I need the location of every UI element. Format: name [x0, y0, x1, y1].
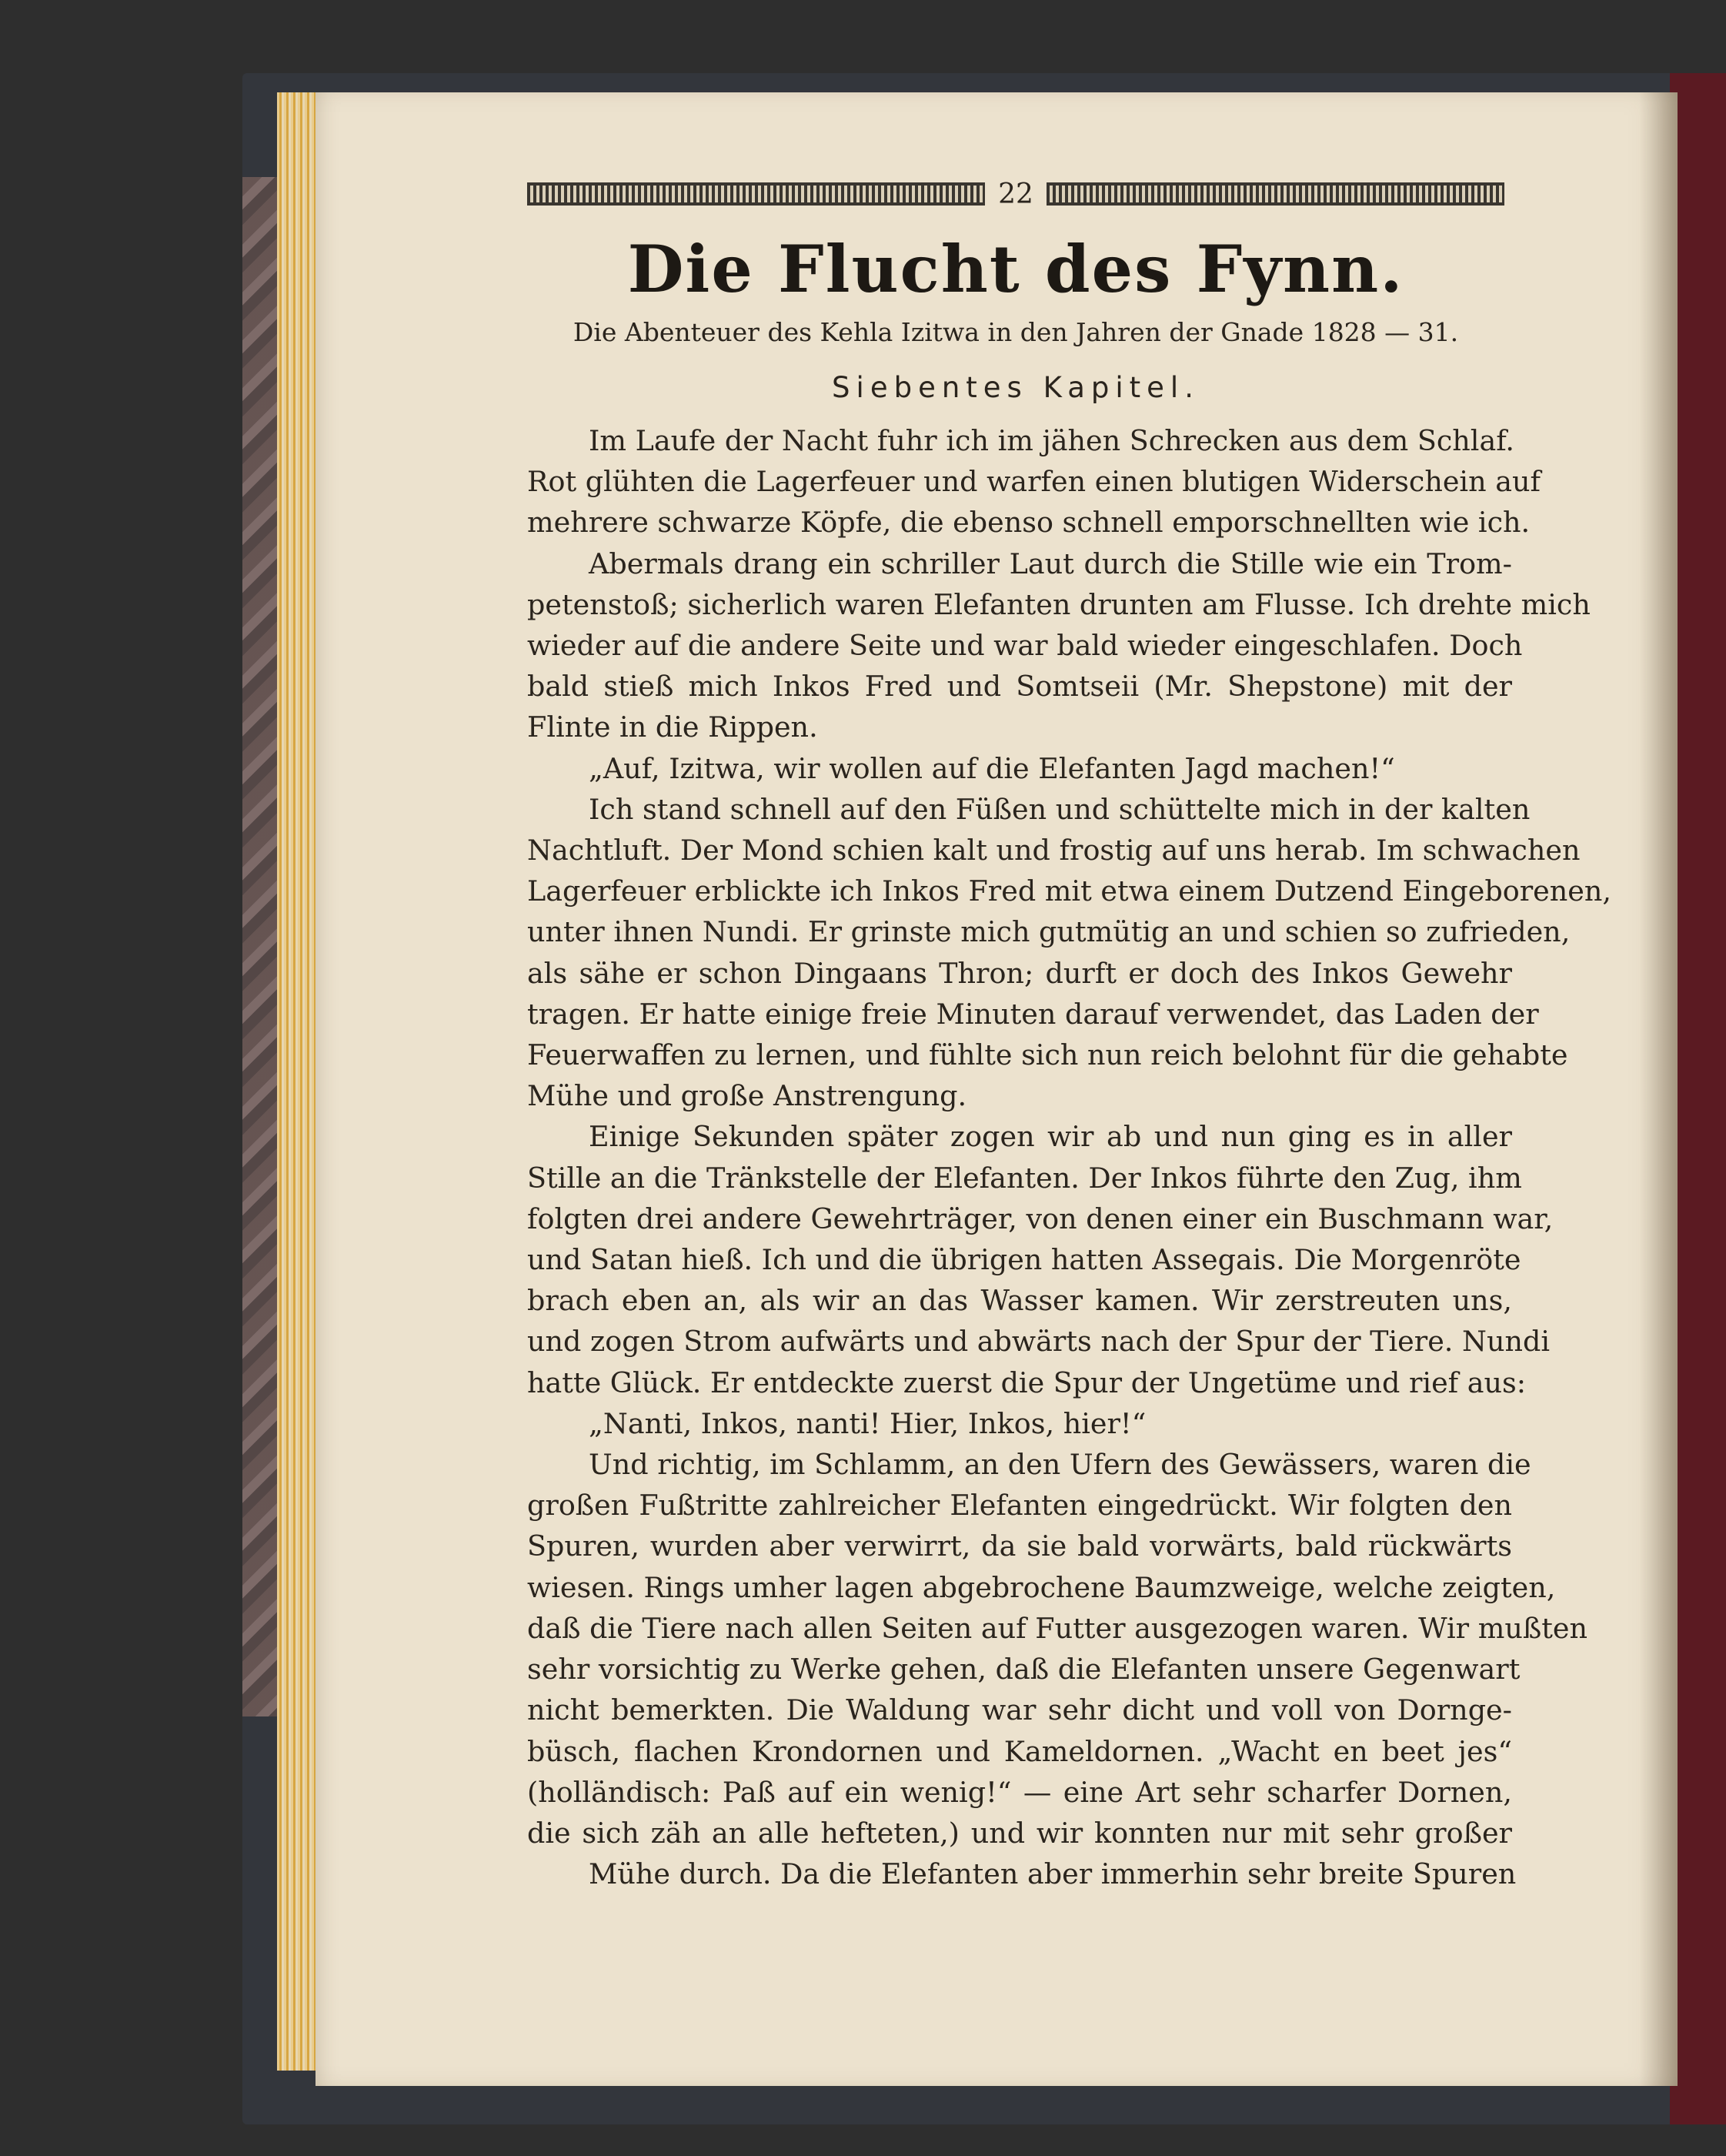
- header-ornament-left: [527, 182, 985, 206]
- text-line: tragen. Er hatte einige freie Minuten darauf verwendet, das Laden der: [527, 997, 1539, 1031]
- text-line: Spuren, wurden aber verwirrt, da sie bald vorwärts, bald rückwärts: [527, 1529, 1512, 1563]
- story-subtitle: Die Abenteuer des Kehla Izitwa in den Jahren der Gnade 1828 — 31.: [573, 317, 1459, 347]
- text-line: folgten drei andere Gewehrträger, von denen einer ein Buschmann war,: [527, 1202, 1554, 1235]
- text-line: (holländisch: Paß auf ein wenig!“ — eine Art sehr scharfer Dornen,: [527, 1775, 1512, 1809]
- text-line: die sich zäh an alle hefteten,) und wir konnten nur mit sehr großer: [527, 1816, 1512, 1850]
- header-ornament-right: [1047, 182, 1504, 206]
- text-line: Mühe durch. Da die Elefanten aber immerhin sehr breite Spuren: [589, 1857, 1517, 1891]
- book-spine-edge: [1670, 73, 1726, 2124]
- text-line: Stille an die Tränkstelle der Elefanten. Der Inkos führte den Zug, ihm: [527, 1161, 1522, 1195]
- text-line: „Nanti, Inkos, nanti! Hier, Inkos, hier!“: [589, 1406, 1147, 1440]
- text-line: Im Laufe der Nacht fuhr ich im jähen Schrecken aus dem Schlaf.: [589, 424, 1515, 457]
- text-line: und Satan hieß. Ich und die übrigen hatten Assegais. Die Morgenröte: [527, 1243, 1521, 1277]
- text-line: brach eben an, als wir an das Wasser kamen. Wir zerstreuten uns,: [527, 1284, 1512, 1318]
- story-title: Die Flucht des Fynn.: [627, 231, 1404, 307]
- text-line: großen Fußtritte zahlreicher Elefanten eingedrückt. Wir folgten den: [527, 1489, 1512, 1523]
- page-number: 22: [998, 178, 1033, 210]
- text-line: daß die Tiere nach allen Seiten auf Futter ausgezogen waren. Wir mußten: [527, 1611, 1587, 1645]
- text-line: wiesen. Rings umher lagen abgebrochene Baumzweige, welche zeigten,: [527, 1570, 1556, 1604]
- text-line: Abermals drang ein schriller Laut durch die Stille wie ein Trom-: [589, 547, 1512, 580]
- text-line: hatte Glück. Er entdeckte zuerst die Spur der Ungetüme und rief aus:: [527, 1365, 1527, 1399]
- text-line: büsch, flachen Krondornen und Kameldornen. „Wacht en beet jes“: [527, 1734, 1512, 1768]
- text-line: Mühe und große Anstrengung.: [527, 1079, 967, 1113]
- text-line: Feuerwaffen zu lernen, und fühlte sich nun reich belohnt für die gehabte: [527, 1038, 1568, 1072]
- text-line: „Auf, Izitwa, wir wollen auf die Elefanten Jagd machen!“: [589, 751, 1395, 785]
- text-line: als sähe er schon Dingaans Thron; durft er doch des Inkos Gewehr: [527, 956, 1512, 990]
- page-gutter-shadow: [1639, 92, 1678, 2086]
- text-line: unter ihnen Nundi. Er grinste mich gutmütig an und schien so zufrieden,: [527, 915, 1571, 949]
- text-line: Einige Sekunden später zogen wir ab und nun ging es in aller: [589, 1120, 1512, 1154]
- text-line: sehr vorsichtig zu Werke gehen, daß die Elefanten unsere Gegenwart: [527, 1653, 1521, 1686]
- text-line: nicht bemerkten. Die Waldung war sehr dicht und voll von Dornge-: [527, 1693, 1512, 1727]
- text-line: Lagerfeuer erblickte ich Inkos Fred mit etwa einem Dutzend Eingeborenen,: [527, 874, 1611, 908]
- chapter-heading: Siebentes Kapitel.: [832, 371, 1200, 404]
- page-header: [527, 175, 1504, 212]
- text-line: Ich stand schnell auf den Füßen und schüttelte mich in der kalten: [589, 792, 1531, 826]
- text-line: petenstoß; sicherlich waren Elefanten drunten am Flusse. Ich drehte mich: [527, 587, 1591, 621]
- text-line: Und richtig, im Schlamm, an den Ufern des Gewässers, waren die: [589, 1448, 1531, 1482]
- text-line: wieder auf die andere Seite und war bald wieder eingeschlafen. Doch: [527, 629, 1523, 663]
- text-line: Rot glühten die Lagerfeuer und warfen einen blutigen Widerschein auf: [527, 465, 1541, 499]
- text-line: mehrere schwarze Köpfe, die ebenso schnell emporschnellten wie ich.: [527, 506, 1531, 540]
- text-line: und zogen Strom aufwärts und abwärts nach der Spur der Tiere. Nundi: [527, 1325, 1551, 1359]
- body-text: [527, 420, 1611, 1894]
- text-line: Nachtluft. Der Mond schien kalt und frostig auf uns herab. Im schwachen: [527, 834, 1581, 867]
- text-line: bald stieß mich Inkos Fred und Somtseii (Mr. Shepstone) mit der: [527, 670, 1512, 704]
- text-line: Flinte in die Rippen.: [527, 710, 818, 744]
